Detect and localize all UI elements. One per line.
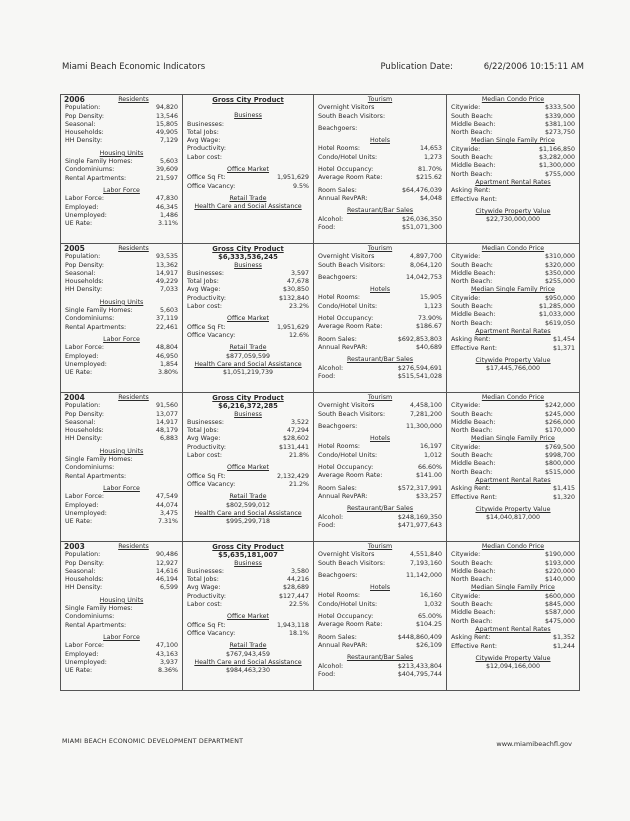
office-sqft-row: Office Sq Ft: 1,951,629 — [187, 174, 309, 182]
ue-rate-row: UE Rate: 3.80% — [65, 369, 178, 377]
single-family-row: Single Family Homes: — [65, 605, 133, 613]
condominiums-row: Condominiums: — [65, 613, 115, 621]
effective-rent-row: Effective Rent: $1,320 — [451, 493, 575, 501]
hh-density-row: HH Density: 6,599 — [65, 584, 178, 592]
tourism-column — [314, 542, 447, 690]
effective-rent-row: Effective Rent: $1,244 — [451, 642, 575, 650]
room-sales-row: Room Sales: $692,853,803 — [318, 335, 442, 343]
retail-trade-value: $767,943,459 — [225, 650, 271, 658]
gross-city-product-column — [183, 95, 314, 243]
property-value-heading: Citywide Property Value — [475, 654, 551, 662]
tourism-heading: Tourism — [367, 96, 393, 103]
households-row: Households: 49,905 — [65, 129, 178, 137]
condominiums-row: Condominiums: 39,609 — [65, 166, 178, 174]
single-family-row: Single Family Homes: 5,603 — [65, 307, 178, 315]
retail-trade-heading: Retail Trade — [229, 642, 267, 650]
sfh-middle-row: Middle Beach: $1,033,000 — [451, 311, 575, 319]
condo-citywide-row: Citywide: $190,000 — [451, 551, 575, 559]
gross-city-product-column — [183, 393, 314, 541]
labor-force-row: Labor Force: 47,830 — [65, 195, 178, 203]
food-row: Food: $51,071,300 — [318, 223, 442, 231]
seasonal-row: Seasonal: 14,917 — [65, 418, 178, 426]
office-sqft-row: Office Sq Ft: 2,132,429 — [187, 472, 309, 480]
sfh-north-row: North Beach: $475,000 — [451, 617, 575, 625]
footer-department: MIAMI BEACH ECONOMIC DEVELOPMENT DEPARTMENT — [62, 738, 244, 745]
office-vacancy-row: Office Vacancy: 12.6% — [187, 331, 309, 339]
businesses-row: Businesses: 3,597 — [187, 269, 309, 277]
sfh-south-row: South Beach: $3,282,000 — [451, 154, 575, 162]
population-row: Population: 91,560 — [65, 402, 178, 410]
productivity-row: Productivity: $127,447 — [187, 592, 309, 600]
overnight-visitors-row: Overnight Visitors — [318, 104, 375, 112]
south-beach-visitors-row: South Beach Visitors: — [318, 112, 386, 120]
room-sales-row: Room Sales: $64,476,039 — [318, 186, 442, 194]
effective-rent-row: Effective Rent: $1,371 — [451, 344, 575, 352]
sfh-citywide-row: Citywide: $950,000 — [451, 294, 575, 302]
labor-cost-row: Labor cost: 21.8% — [187, 452, 309, 460]
overnight-visitors-row: Overnight Visitors 4,551,840 — [318, 551, 442, 559]
real-estate-column — [447, 244, 580, 392]
households-row: Households: 46,194 — [65, 576, 178, 584]
property-value: $14,040,817,000 — [485, 514, 541, 522]
labor-force-heading: Labor Force — [103, 335, 140, 343]
health-care-heading: Health Care and Social Assistance — [194, 658, 302, 666]
rental-apartments-row: Rental Apartments: — [65, 472, 127, 480]
business-heading: Business — [234, 261, 262, 269]
total-jobs-row: Total Jobs: 44,216 — [187, 576, 309, 584]
unemployed-row: Unemployed: 1,486 — [65, 211, 178, 219]
seasonal-row: Seasonal: 14,616 — [65, 567, 178, 575]
sfh-south-row: South Beach: $1,285,000 — [451, 303, 575, 311]
rental-apartments-row: Rental Apartments: — [65, 621, 127, 629]
median-sfh-heading: Median Single Family Price — [471, 584, 555, 592]
pop-density-row: Pop Density: 13,362 — [65, 261, 178, 269]
property-value: $17,445,766,000 — [485, 365, 541, 373]
asking-rent-row: Asking Rent: $1,415 — [451, 485, 575, 493]
productivity-row: Productivity: $131,441 — [187, 443, 309, 451]
property-value-heading: Citywide Property Value — [475, 207, 551, 215]
households-row: Households: 48,179 — [65, 427, 178, 435]
beachgoers-row: Beachgoers: 14,042,753 — [318, 273, 442, 281]
demographics-column — [60, 542, 183, 690]
sfh-citywide-row: Citywide: $1,166,850 — [451, 145, 575, 153]
annual-revpar-row: Annual RevPAR: $40,689 — [318, 343, 442, 351]
year-row — [60, 393, 580, 542]
apt-rental-heading: Apartment Rental Rates — [475, 178, 551, 186]
businesses-row: Businesses: — [187, 120, 225, 128]
labor-force-heading: Labor Force — [103, 186, 140, 194]
south-beach-visitors-row: South Beach Visitors: 7,193,160 — [318, 559, 442, 567]
sfh-south-row: South Beach: $845,000 — [451, 601, 575, 609]
condo-south-row: South Beach: $193,000 — [451, 559, 575, 567]
health-care-heading: Health Care and Social Assistance — [194, 509, 302, 517]
hotel-occupancy-row: Hotel Occupancy: 81.70% — [318, 166, 442, 174]
demographics-column — [60, 95, 183, 243]
residents-heading: Residents — [118, 245, 149, 252]
health-care-value: $1,051,219,739 — [222, 369, 274, 377]
condo-citywide-row: Citywide: $333,500 — [451, 104, 575, 112]
housing-units-heading: Housing Units — [99, 298, 144, 306]
gcp-value: $5,635,181,007 — [218, 551, 278, 560]
housing-units-heading: Housing Units — [99, 596, 144, 604]
sfh-north-row: North Beach: $619,050 — [451, 319, 575, 327]
tourism-column — [314, 393, 447, 541]
restaurant-bar-heading: Restaurant/Bar Sales — [346, 356, 414, 364]
retail-trade-value: $877,059,599 — [225, 352, 271, 360]
tourism-heading: Tourism — [367, 245, 393, 252]
condo-middle-row: Middle Beach: $266,000 — [451, 418, 575, 426]
overnight-visitors-row: Overnight Visitors 4,458,100 — [318, 402, 442, 410]
alcohol-row: Alcohol: $26,036,350 — [318, 215, 442, 223]
labor-force-heading: Labor Force — [103, 633, 140, 641]
room-sales-row: Room Sales: $572,317,991 — [318, 484, 442, 492]
health-care-heading: Health Care and Social Assistance — [194, 360, 302, 368]
sfh-middle-row: Middle Beach: $800,000 — [451, 460, 575, 468]
office-vacancy-row: Office Vacancy: 21.2% — [187, 480, 309, 488]
pop-density-row: Pop Density: 12,927 — [65, 559, 178, 567]
labor-cost-row: Labor cost: 23.2% — [187, 303, 309, 311]
seasonal-row: Seasonal: 15,805 — [65, 120, 178, 128]
publication-date-label: Publication Date: — [380, 62, 453, 72]
median-condo-heading: Median Condo Price — [481, 543, 545, 550]
labor-force-row: Labor Force: 48,804 — [65, 344, 178, 352]
residents-heading: Residents — [118, 394, 149, 401]
tourism-column — [314, 95, 447, 243]
condo-citywide-row: Citywide: $310,000 — [451, 253, 575, 261]
condo-citywide-row: Citywide: $242,000 — [451, 402, 575, 410]
rental-apartments-row: Rental Apartments: 22,461 — [65, 323, 178, 331]
health-care-value: $984,463,230 — [225, 667, 271, 675]
real-estate-column — [447, 95, 580, 243]
hotel-rooms-row: Hotel Rooms: 16,197 — [318, 443, 442, 451]
condominiums-row: Condominiums: — [65, 464, 115, 472]
office-sqft-row: Office Sq Ft: 1,943,118 — [187, 621, 309, 629]
sfh-north-row: North Beach: $515,000 — [451, 468, 575, 476]
retail-trade-value: $802,599,012 — [225, 501, 271, 509]
employed-row: Employed: 46,345 — [65, 203, 178, 211]
condo-north-row: North Beach: $140,000 — [451, 576, 575, 584]
unemployed-row: Unemployed: 3,475 — [65, 509, 178, 517]
office-vacancy-row: Office Vacancy: 9.5% — [187, 182, 309, 190]
ue-rate-row: UE Rate: 8.36% — [65, 667, 178, 675]
hotels-heading: Hotels — [370, 584, 390, 592]
apt-rental-heading: Apartment Rental Rates — [475, 625, 551, 633]
businesses-row: Businesses: 3,580 — [187, 567, 309, 575]
total-jobs-row: Total Jobs: 47,678 — [187, 278, 309, 286]
rental-apartments-row: Rental Apartments: 21,597 — [65, 174, 178, 182]
productivity-row: Productivity: — [187, 145, 226, 153]
median-sfh-heading: Median Single Family Price — [471, 286, 555, 294]
gcp-heading: Gross City Product — [212, 245, 284, 253]
sfh-middle-row: Middle Beach: $1,300,000 — [451, 162, 575, 170]
median-condo-heading: Median Condo Price — [481, 245, 545, 252]
south-beach-visitors-row: South Beach Visitors: 7,281,200 — [318, 410, 442, 418]
total-jobs-row: Total Jobs: — [187, 128, 219, 136]
gcp-value: $6,333,536,245 — [218, 253, 278, 262]
avg-room-rate-row: Average Room Rate: $104.25 — [318, 621, 442, 629]
avg-wage-row: Avg Wage: — [187, 137, 221, 145]
labor-cost-row: Labor cost: 22.5% — [187, 601, 309, 609]
south-beach-visitors-row: South Beach Visitors: 8,064,120 — [318, 261, 442, 269]
restaurant-bar-heading: Restaurant/Bar Sales — [346, 207, 414, 215]
office-vacancy-row: Office Vacancy: 18.1% — [187, 629, 309, 637]
office-market-heading: Office Market — [226, 464, 270, 472]
beachgoers-row: Beachgoers: — [318, 124, 358, 132]
hotel-rooms-row: Hotel Rooms: 14,653 — [318, 145, 442, 153]
restaurant-bar-heading: Restaurant/Bar Sales — [346, 654, 414, 662]
hh-density-row: HH Density: 7,129 — [65, 137, 178, 145]
apt-rental-heading: Apartment Rental Rates — [475, 327, 551, 335]
avg-room-rate-row: Average Room Rate: $186.67 — [318, 323, 442, 331]
gcp-heading: Gross City Product — [212, 96, 284, 104]
median-condo-heading: Median Condo Price — [481, 394, 545, 401]
productivity-row: Productivity: $132,840 — [187, 294, 309, 302]
health-care-value: $995,299,718 — [225, 518, 271, 526]
condo-hotel-units-row: Condo/Hotel Units: 1,123 — [318, 302, 442, 310]
employed-row: Employed: 46,950 — [65, 352, 178, 360]
beachgoers-row: Beachgoers: 11,300,000 — [318, 422, 442, 430]
year-label: 2004 — [64, 393, 85, 402]
asking-rent-row: Asking Rent: $1,454 — [451, 336, 575, 344]
office-market-heading: Office Market — [226, 315, 270, 323]
gcp-heading: Gross City Product — [212, 543, 284, 551]
alcohol-row: Alcohol: $213,433,804 — [318, 662, 442, 670]
households-row: Households: 49,229 — [65, 278, 178, 286]
condo-north-row: North Beach: $170,000 — [451, 427, 575, 435]
condo-middle-row: Middle Beach: $220,000 — [451, 567, 575, 575]
business-heading: Business — [234, 559, 262, 567]
property-value: $22,730,000,000 — [485, 216, 541, 224]
food-row: Food: $404,795,744 — [318, 670, 442, 678]
housing-units-heading: Housing Units — [99, 149, 144, 157]
year-label: 2003 — [64, 542, 85, 551]
office-sqft-row: Office Sq Ft: 1,951,629 — [187, 323, 309, 331]
residents-heading: Residents — [118, 96, 149, 103]
avg-wage-row: Avg Wage: $28,602 — [187, 435, 309, 443]
gcp-value — [187, 104, 309, 112]
condo-south-row: South Beach: $339,000 — [451, 112, 575, 120]
total-jobs-row: Total Jobs: 47,294 — [187, 427, 309, 435]
gross-city-product-column — [183, 542, 314, 690]
office-market-heading: Office Market — [226, 613, 270, 621]
avg-room-rate-row: Average Room Rate: $141.00 — [318, 472, 442, 480]
condo-south-row: South Beach: $245,000 — [451, 410, 575, 418]
annual-revpar-row: Annual RevPAR: $4,048 — [318, 194, 442, 202]
food-row: Food: $471,977,643 — [318, 521, 442, 529]
restaurant-bar-heading: Restaurant/Bar Sales — [346, 505, 414, 513]
labor-force-row: Labor Force: 47,549 — [65, 493, 178, 501]
beachgoers-row: Beachgoers: 11,142,000 — [318, 571, 442, 579]
housing-units-heading: Housing Units — [99, 447, 144, 455]
condo-middle-row: Middle Beach: $381,100 — [451, 120, 575, 128]
annual-revpar-row: Annual RevPAR: $26,109 — [318, 641, 442, 649]
unemployed-row: Unemployed: 3,937 — [65, 658, 178, 666]
population-row: Population: 94,820 — [65, 104, 178, 112]
labor-force-row: Labor Force: 47,100 — [65, 642, 178, 650]
property-value-heading: Citywide Property Value — [475, 356, 551, 364]
median-sfh-heading: Median Single Family Price — [471, 137, 555, 145]
median-condo-heading: Median Condo Price — [481, 96, 545, 103]
labor-cost-row: Labor cost: — [187, 153, 222, 161]
businesses-row: Businesses: 3,522 — [187, 418, 309, 426]
sfh-south-row: South Beach: $998,700 — [451, 452, 575, 460]
health-care-heading: Health Care and Social Assistance — [194, 203, 302, 211]
gcp-value: $6,216,372,285 — [218, 402, 278, 411]
hotel-occupancy-row: Hotel Occupancy: 65.00% — [318, 613, 442, 621]
unemployed-row: Unemployed: 1,854 — [65, 360, 178, 368]
condo-middle-row: Middle Beach: $350,000 — [451, 269, 575, 277]
sfh-middle-row: Middle Beach: $587,000 — [451, 609, 575, 617]
business-heading: Business — [234, 112, 262, 120]
year-label: 2006 — [64, 95, 85, 104]
real-estate-column — [447, 393, 580, 541]
retail-trade-heading: Retail Trade — [229, 344, 267, 352]
retail-trade-heading: Retail Trade — [229, 493, 267, 501]
apt-rental-heading: Apartment Rental Rates — [475, 476, 551, 484]
hotel-rooms-row: Hotel Rooms: 16,160 — [318, 592, 442, 600]
asking-rent-row: Asking Rent: $1,352 — [451, 634, 575, 642]
hotels-heading: Hotels — [370, 137, 390, 145]
labor-force-heading: Labor Force — [103, 484, 140, 492]
condo-hotel-units-row: Condo/Hotel Units: 1,032 — [318, 600, 442, 608]
retail-trade-heading: Retail Trade — [229, 194, 267, 202]
condo-hotel-units-row: Condo/Hotel Units: 1,012 — [318, 451, 442, 459]
tourism-heading: Tourism — [367, 543, 393, 550]
condo-hotel-units-row: Condo/Hotel Units: 1,273 — [318, 153, 442, 161]
avg-wage-row: Avg Wage: $28,689 — [187, 584, 309, 592]
median-sfh-heading: Median Single Family Price — [471, 435, 555, 443]
page-title: Miami Beach Economic Indicators — [62, 62, 206, 72]
demographics-column — [60, 393, 183, 541]
tourism-column — [314, 244, 447, 392]
seasonal-row: Seasonal: 14,917 — [65, 269, 178, 277]
condo-south-row: South Beach: $320,000 — [451, 261, 575, 269]
alcohol-row: Alcohol: $248,169,350 — [318, 513, 442, 521]
publication-date — [380, 62, 584, 72]
employed-row: Employed: 43,163 — [65, 650, 178, 658]
property-value: $12,094,166,000 — [485, 663, 541, 671]
footer-website: www.miamibeachfl.gov — [496, 740, 572, 748]
gcp-heading: Gross City Product — [212, 394, 284, 402]
real-estate-column — [447, 542, 580, 690]
asking-rent-row: Asking Rent: — [451, 187, 491, 195]
demographics-column — [60, 244, 183, 392]
hotel-occupancy-row: Hotel Occupancy: 73.90% — [318, 315, 442, 323]
hotel-occupancy-row: Hotel Occupancy: 66.60% — [318, 464, 442, 472]
ue-rate-row: UE Rate: 3.11% — [65, 220, 178, 228]
avg-wage-row: Avg Wage: $30,850 — [187, 286, 309, 294]
hh-density-row: HH Density: 7,033 — [65, 286, 178, 294]
effective-rent-row: Effective Rent: — [451, 195, 498, 203]
hotels-heading: Hotels — [370, 435, 390, 443]
single-family-row: Single Family Homes: — [65, 456, 133, 464]
avg-room-rate-row: Average Room Rate: $215.62 — [318, 174, 442, 182]
office-market-heading: Office Market — [226, 166, 270, 174]
year-row — [60, 542, 580, 691]
year-row — [60, 95, 580, 244]
condo-north-row: North Beach: $255,000 — [451, 278, 575, 286]
hotels-heading: Hotels — [370, 286, 390, 294]
pop-density-row: Pop Density: 13,546 — [65, 112, 178, 120]
overnight-visitors-row: Overnight Visitors 4,897,700 — [318, 253, 442, 261]
ue-rate-row: UE Rate: 7.31% — [65, 518, 178, 526]
gross-city-product-column — [183, 244, 314, 392]
population-row: Population: 93,535 — [65, 253, 178, 261]
residents-heading: Residents — [118, 543, 149, 550]
condominiums-row: Condominiums: 37,119 — [65, 315, 178, 323]
employed-row: Employed: 44,074 — [65, 501, 178, 509]
pop-density-row: Pop Density: 13,077 — [65, 410, 178, 418]
population-row: Population: 90,486 — [65, 551, 178, 559]
sfh-citywide-row: Citywide: $769,500 — [451, 443, 575, 451]
indicators-table — [60, 94, 580, 691]
sfh-north-row: North Beach: $755,000 — [451, 170, 575, 178]
hotel-rooms-row: Hotel Rooms: 15,905 — [318, 294, 442, 302]
year-row — [60, 244, 580, 393]
single-family-row: Single Family Homes: 5,603 — [65, 158, 178, 166]
annual-revpar-row: Annual RevPAR: $33,257 — [318, 492, 442, 500]
sfh-citywide-row: Citywide: $600,000 — [451, 592, 575, 600]
food-row: Food: $515,541,028 — [318, 372, 442, 380]
publication-date-value: 6/22/2006 10:15:11 AM — [483, 62, 584, 72]
property-value-heading: Citywide Property Value — [475, 505, 551, 513]
room-sales-row: Room Sales: $448,860,409 — [318, 633, 442, 641]
hh-density-row: HH Density: 6,883 — [65, 435, 178, 443]
year-label: 2005 — [64, 244, 85, 253]
alcohol-row: Alcohol: $276,594,691 — [318, 364, 442, 372]
condo-north-row: North Beach: $273,750 — [451, 129, 575, 137]
tourism-heading: Tourism — [367, 394, 393, 401]
business-heading: Business — [234, 410, 262, 418]
